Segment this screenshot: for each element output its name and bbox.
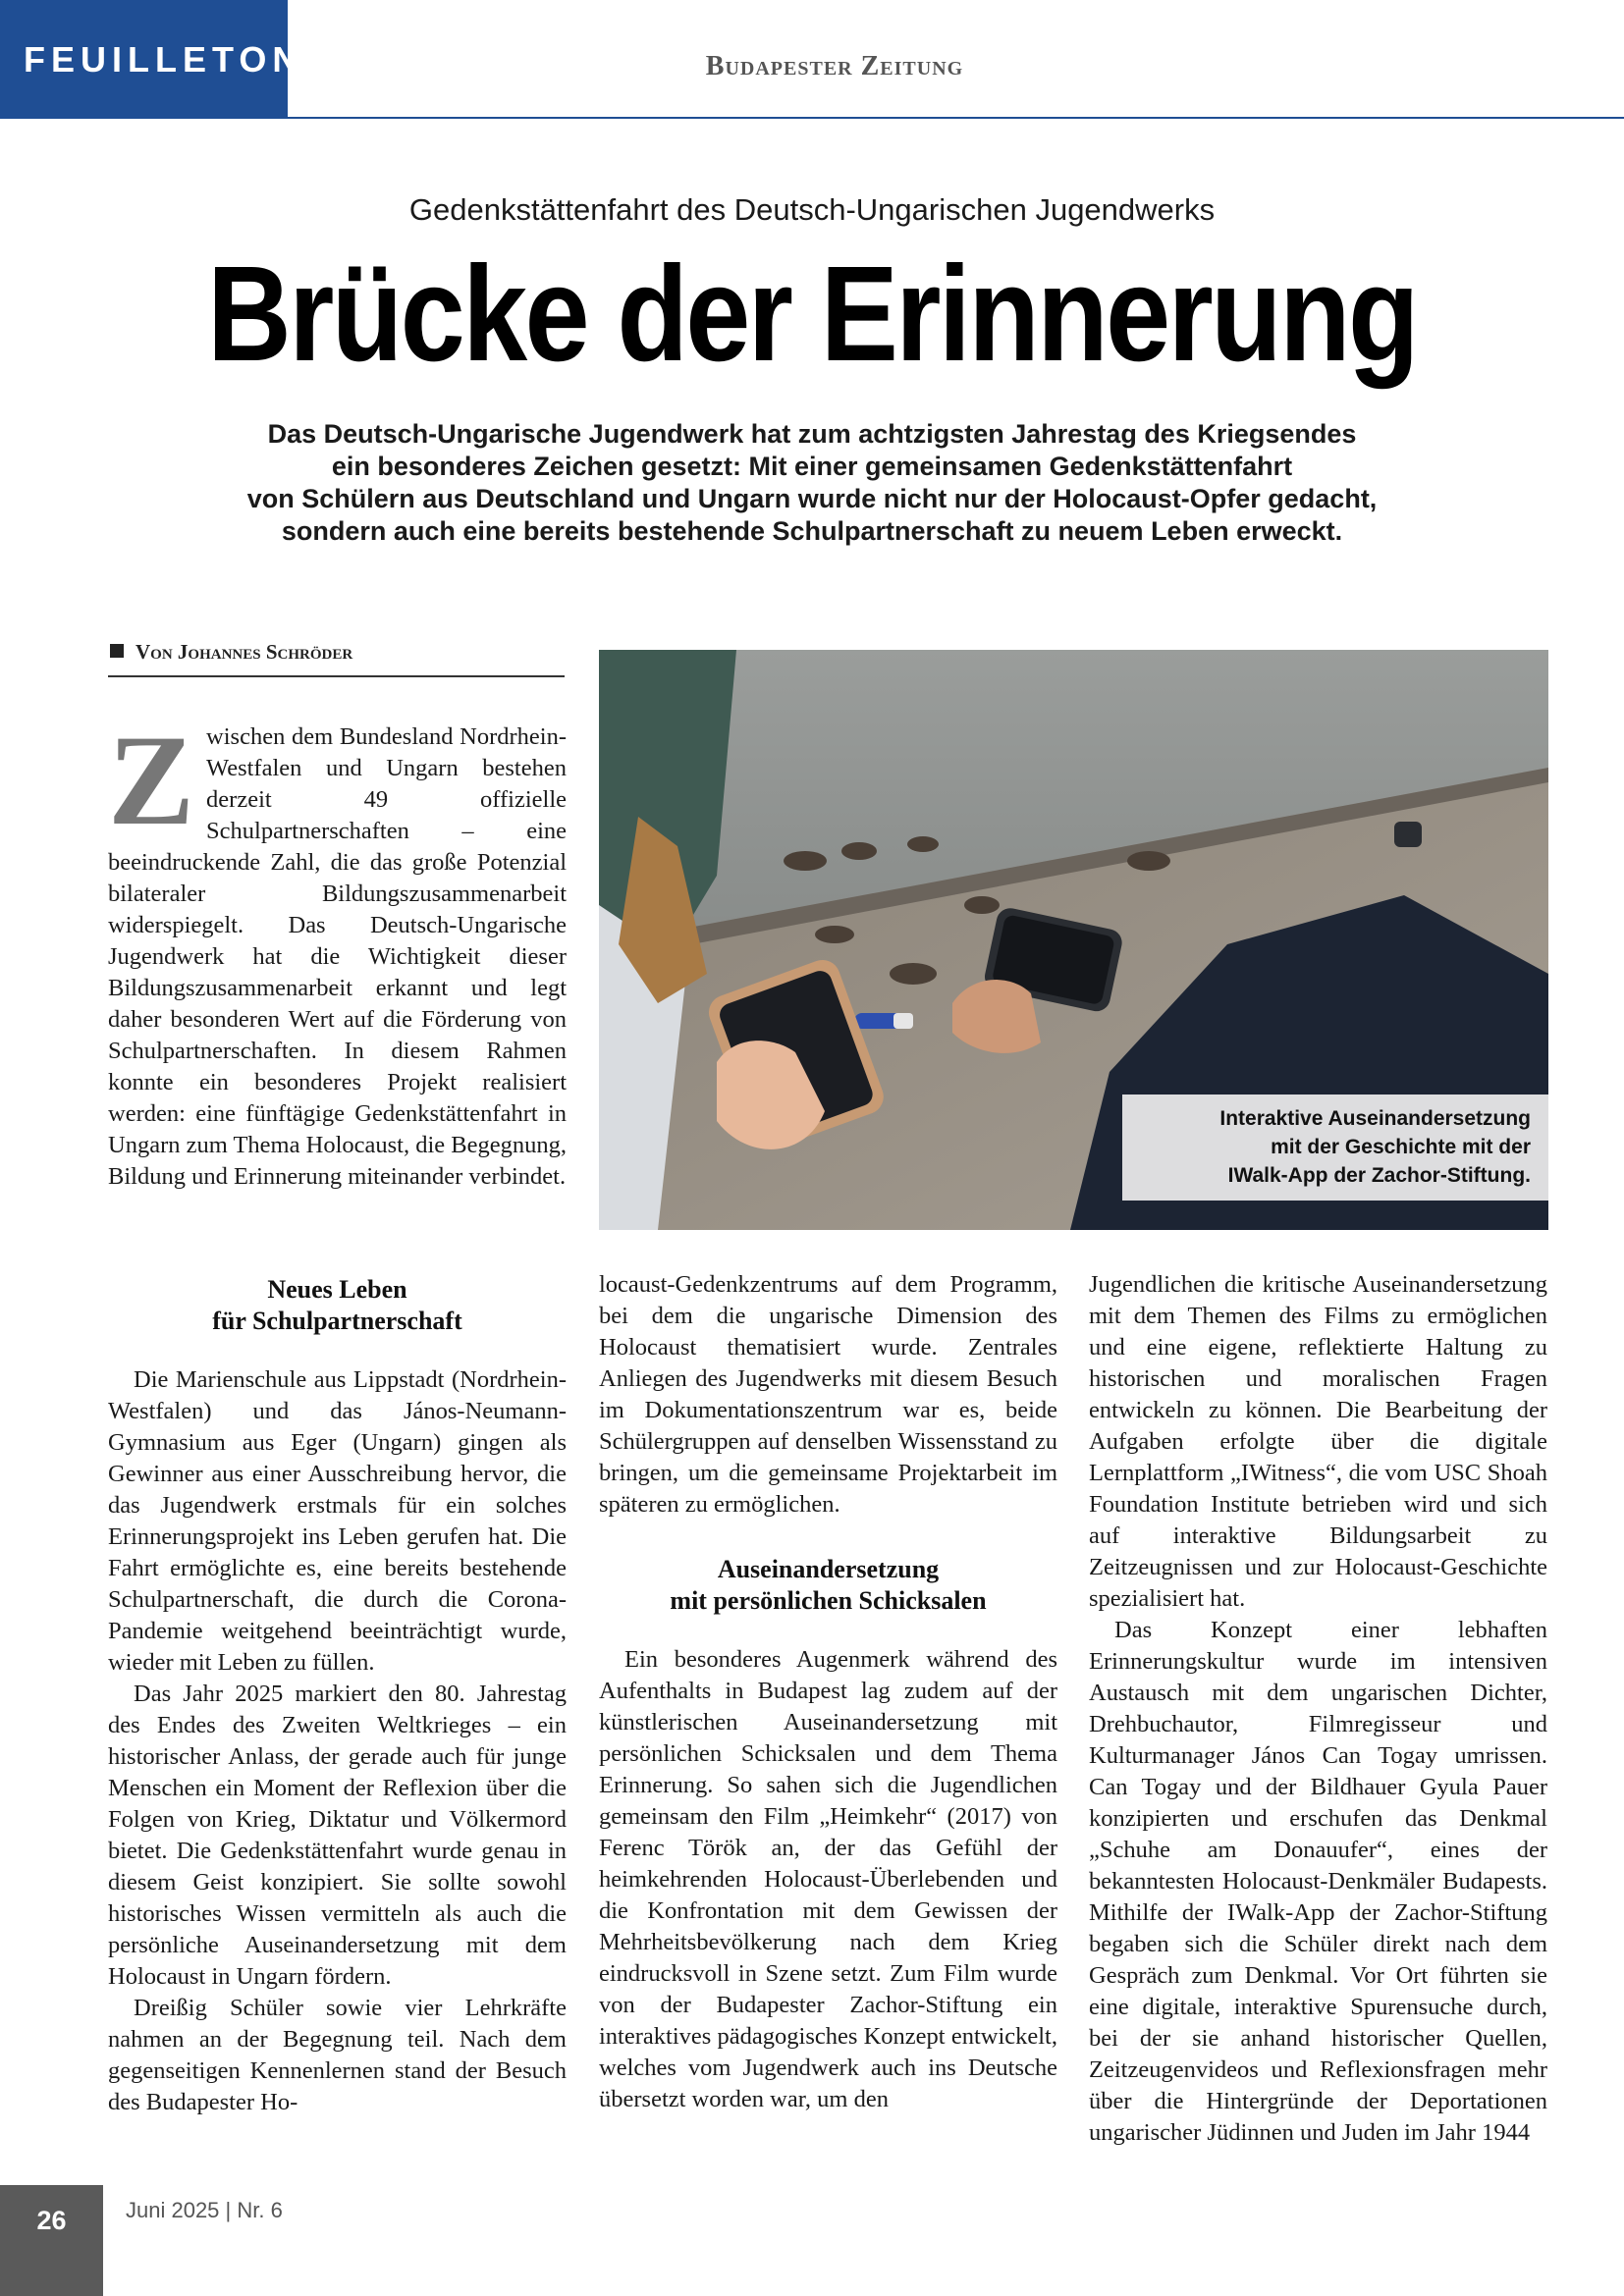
body-paragraph: locaust-Gedenkzentrums auf dem Programm, bei dem die ungarische Dimension des Holocaust thematisiert wurde. Zentrales Anliegen des Jugendwerks mit diesem Besuch im Dokumentationszentrum war es, beide Schülergruppen auf denselben Wissensstand zu bringen, um die gemeinsame Projektarbeit im späteren zu ermöglichen. [599,1271,1057,1518]
body-paragraph: Die Marienschule aus Lippstadt (Nordrhein-Westfalen) und das János-Neumann-Gymnasium aus Eger (Ungarn) gingen als Gewinner aus einer Ausschreibung hervor, die das Jugendwerk erstmals für ein solches Erinnerungsprojekt ins Leben gerufen hat. Die Fahrt ermöglichte es, eine bereits bestehende Schulpartnerschaft, die durch die Corona-Pandemie weitgehend beeinträchtigt wurde, wieder mit Leben zu füllen. [108,1366,567,1676]
publication-name: Budapester Zeitung [705,51,964,81]
body-paragraph: Das Jahr 2025 markiert den 80. Jahrestag des Endes des Zweiten Weltkrieges – ein historischer Anlass, der gerade auch für junge Menschen ein Moment der Reflexion über die Folgen von Krieg, Diktatur und Völkermord bietet. Die Gedenkstättenfahrt wurde genau in diesem Geist konzipiert. Sie sollte sowohl historisches Wissen vermitteln als auch die persönliche Auseinandersetzung mit dem Holocaust in Ungarn fördern. [108,1681,567,1990]
author-name: Von Johannes Schröder [135,640,353,664]
section-heading [108,1274,567,1337]
byline [108,640,565,677]
column-3 [1089,1269,1547,2149]
byline-square-icon [110,644,124,658]
caption-line: IWalk-App der Zachor-Stiftung. [1227,1164,1531,1187]
lead-line: Das Deutsch-Ungarische Jugendwerk hat zum achtzigsten Jahrestag des Kriegsendes [267,419,1357,449]
column-1 [108,1274,567,2118]
headline: Brücke der Erinnerung [207,239,1417,390]
photo-caption [1122,1095,1548,1201]
caption-line: mit der Geschichte mit der [1271,1136,1531,1158]
body-paragraph: Das Konzept einer lebhaften Erinnerungskultur wurde im intensiven Austausch mit dem ungarischen Dichter, Drehbuchautor, Filmregisseur und Kulturmanager János Can Togay umrissen. Can Togay und der Bildhauer Gyula Pauer konzipierten und erschufen das Denkmal „Schuhe am Donauufer“, eines der bekanntesten Holocaust-Denkmäler Budapests. Mithilfe der IWalk-App der Zachor-Stiftung begaben sich die Schüler direkt nach dem Gespräch zum Denkmal. Vor Ort führten sie eine digitale, interaktive Spurensuche durch, bei der sie anhand historischer Quellen, Zeitzeugenvideos und Reflexionsfragen mehr über die Hintergründe der Deportationen ungarischer Jüdinnen und Juden im Jahr 1944 [1089,1617,1547,2146]
issue-info: Juni 2025 | Nr. 6 [126,2198,283,2222]
lead-line: ein besonderes Zeichen gesetzt: Mit einer gemeinsamen Gedenkstättenfahrt [331,452,1293,481]
section-heading-line: Auseinandersetzung [717,1555,940,1583]
kicker: Gedenkstättenfahrt des Deutsch-Ungarischen Jugendwerks [408,192,1216,227]
lead-paragraph [177,418,1447,548]
section-heading-line: für Schulpartnerschaft [212,1307,462,1335]
body-paragraph: Ein besonderes Augenmerk während des Aufenthalts in Budapest lag zudem auf der künstlerischen Auseinandersetzung mit persönlichen Schicksalen und dem Thema Erinnerung. So sahen sich die Jugendlichen gemeinsam den Film „Heimkehr“ (2017) von Ferenc Török an, der das Gefühl der heimkehrenden Holocaust-Überlebenden und die Konfrontation mit dem Gewissen der Mehrheitsbevölkerung nach dem Krieg eindrucksvoll in Szene setzt. Zum Film wurde von der Budapester Zachor-Stiftung ein interaktives pädagogisches Konzept entwickelt, welches vom Jugendwerk auch ins Deutsche übersetzt worden war, um den [599,1646,1057,2112]
intro-text: wischen dem Bundesland Nordrhein-Westfalen und Ungarn bestehen derzeit 49 offizielle Schulpartnerschaften – eine beeindruckende Zahl, die das große Potenzial bilateraler Bildungszusammenarbeit widerspiegelt. Das Deutsch-Ungarische Jugendwerk hat die Wichtigkeit dieser Bildungszusammenarbeit erkannt und legt daher besonderen Wert auf die Förderung von Schulpartnerschaften. In diesem Rahmen konnte ein besonderes Projekt realisiert werden: eine fünftägige Gedenkstättenfahrt in Ungarn zum Thema Holocaust, die Begegnung, Bildung und Erinnerung miteinander verbindet. [108,723,567,1190]
lead-line: sondern auch eine bereits bestehende Schulpartnerschaft zu neuem Leben erweckt. [281,516,1343,546]
column-2 [599,1269,1057,2115]
body-paragraph: Jugendlichen die kritische Auseinandersetzung mit dem Themen des Films zu ermöglichen und eine eigene, reflektierte Haltung zu historischen und moralischen Fragen entwickeln zu können. Die Bearbeitung der Aufgaben erfolgte über die digitale Lernplattform „IWitness“, die vom USC Shoah Foundation Institute betrieben wird und sich auf interaktive Bildungsarbeit zu Zeitzeugnissen und zur Holocaust-Geschichte spezialisiert hat. [1089,1271,1547,1612]
body-paragraph: Dreißig Schüler sowie vier Lehrkräfte nahmen an der Begegnung teil. Nach dem gegenseitigen Kennenlernen stand der Besuch des Budapester Ho- [108,1995,567,2115]
section-heading-line: mit persönlichen Schicksalen [670,1586,987,1615]
page-number: 26 [0,2185,103,2296]
section-rubric: FEUILLETON [0,0,288,119]
section-heading-line: Neues Leben [267,1275,407,1304]
drop-cap: Z [108,708,195,852]
section-heading [599,1554,1057,1617]
header-rule [288,117,1624,119]
lead-line: von Schülern aus Deutschland und Ungarn wurde nicht nur der Holocaust-Opfer gedacht, [246,484,1378,513]
intro-paragraph [108,708,567,1193]
caption-line: Interaktive Auseinandersetzung [1219,1107,1531,1130]
